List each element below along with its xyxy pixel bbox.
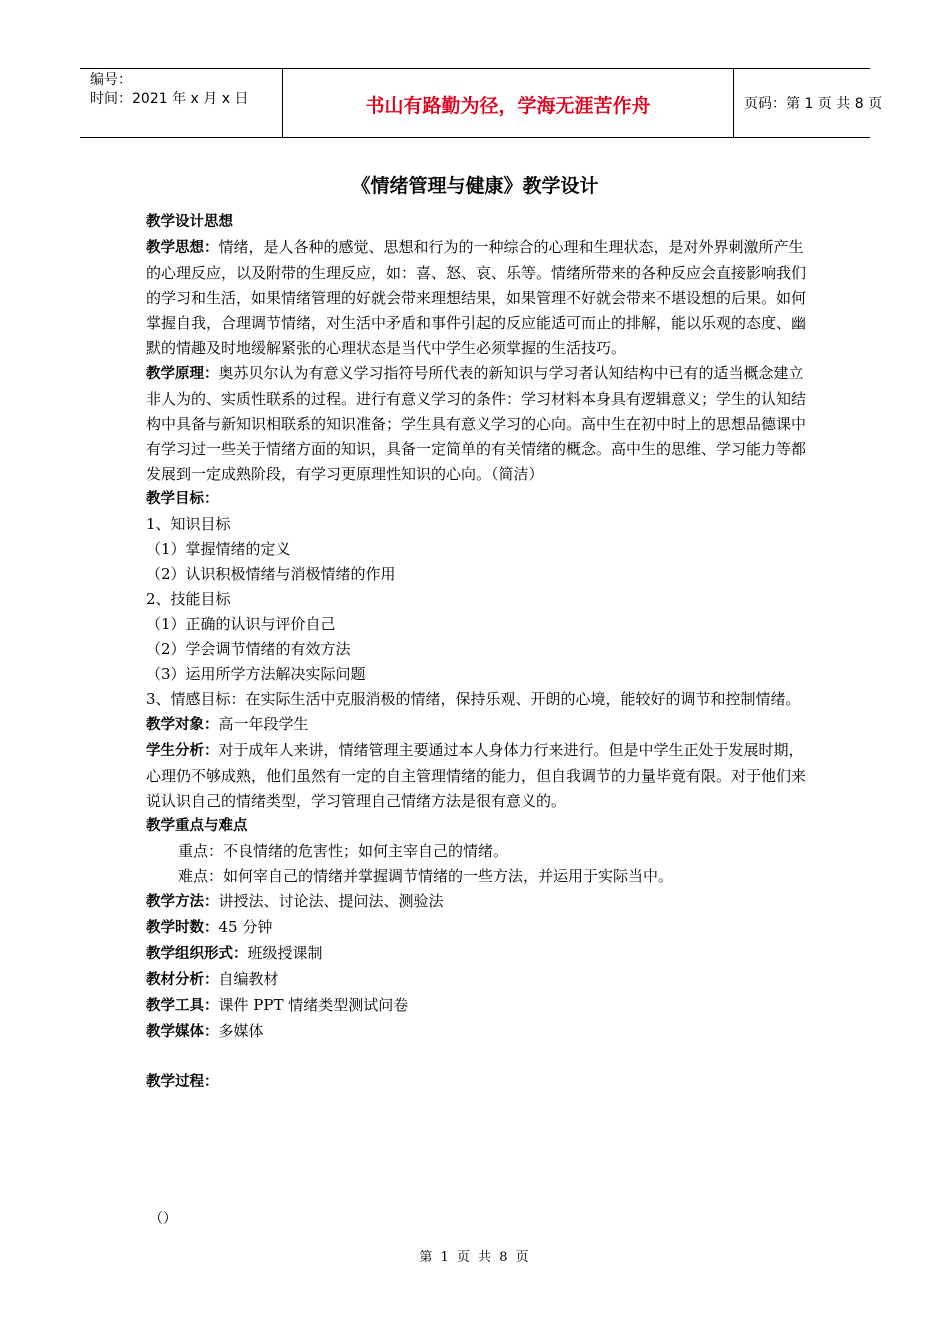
page-label: 页码：第 1 页 共 8 页	[744, 96, 883, 112]
hours-paragraph	[146, 915, 808, 941]
document-body	[146, 210, 808, 1095]
design-thought-heading: 教学设计思想	[146, 214, 233, 230]
goal-item: （2）学会调节情绪的有效方法	[146, 640, 351, 658]
hours-label: 教学时数：	[146, 920, 219, 936]
analysis-paragraph	[146, 738, 808, 814]
object-text: 高一年段学生	[218, 715, 309, 733]
philosophy-label: 教学思想：	[146, 240, 219, 256]
tools-label: 教学工具：	[146, 998, 219, 1014]
method-paragraph	[146, 889, 808, 915]
keypoints-heading: 教学重点与难点	[146, 818, 248, 834]
hours-text: 45 分钟	[218, 918, 273, 936]
goal-item: 1、知识目标	[146, 515, 231, 533]
goal-item: （1）正确的认识与评价自己	[146, 615, 336, 633]
org-text: 班级授课制	[247, 944, 323, 962]
material-paragraph	[146, 967, 808, 993]
method-label: 教学方法：	[146, 894, 219, 910]
difficult-point: 难点：如何宰自己的情绪并掌握调节情绪的一些方法，并运用于实际当中。	[178, 867, 674, 885]
goal-item: （3）运用所学方法解决实际问题	[146, 665, 366, 683]
goals-heading: 教学目标：	[146, 491, 219, 507]
goal-item: 3、情感目标：在实际生活中克服消极的情绪，保持乐观、开朗的心境，能较好的调节和控制情绪。	[146, 690, 801, 708]
method-text: 讲授法、讨论法、提问法、测验法	[218, 892, 444, 910]
tools-text: 课件 PPT 情绪类型测试问卷	[218, 996, 409, 1014]
bracket-note: （）	[149, 1211, 177, 1227]
process-heading: 教学过程：	[146, 1074, 219, 1090]
document-title: 《情绪管理与健康》教学设计	[351, 175, 599, 197]
tools-paragraph	[146, 993, 808, 1019]
page-footer: 第 1 页 共 8 页	[419, 1250, 531, 1265]
media-label: 教学媒体：	[146, 1024, 219, 1040]
principle-label: 教学原理：	[146, 366, 219, 382]
analysis-text: 对于成年人来讲，情绪管理主要通过本人身体力行来进行。但是中学生正处于发展时期，心理仍不够成熟，他们虽然有一定的自主管理情绪的能力，但自我调节的力量毕竟有限。对于他们来说认识自己的情绪类型，学习管理自己情绪方法是很有意义的。	[146, 741, 807, 810]
goal-item: （1）掌握情绪的定义	[146, 540, 291, 558]
motto: 书山有路勤为径，学海无涯苦作舟	[365, 95, 651, 117]
goal-item: （2）认识积极情绪与消极情绪的作用	[146, 565, 396, 583]
principle-text: 奥苏贝尔认为有意义学习指符号所代表的新知识与学习者认知结构中已有的适当概念建立非人为的、实质性联系的过程。进行有意义学习的条件：学习材料本身具有逻辑意义；学生的认知结构中具备与新知识相联系的知识准备；学生具有意义学习的心向。高中生在初中时上的思想品德课中有学习过一些关于情绪方面的知识，具备一定简单的有关情绪的概念。高中生的思维、学习能力等都发展到一定成熟阶段，有学习更原理性知识的心向。（简洁）	[146, 364, 807, 483]
media-paragraph	[146, 1019, 808, 1045]
material-text: 自编教材	[218, 970, 279, 988]
org-paragraph	[146, 941, 808, 967]
object-paragraph	[146, 712, 808, 738]
philosophy-paragraph	[146, 235, 808, 361]
key-point: 重点：不良情绪的危害性；如何主宰自己的情绪。	[178, 842, 509, 860]
date-label: 时间：2021 年 x 月 x 日	[90, 91, 249, 107]
document-header	[80, 68, 883, 138]
header-meta	[90, 71, 280, 109]
org-label: 教学组织形式：	[146, 946, 248, 962]
media-text: 多媒体	[218, 1022, 264, 1040]
header-motto-cell	[282, 69, 734, 137]
object-label: 教学对象：	[146, 717, 219, 733]
material-label: 教材分析：	[146, 972, 219, 988]
philosophy-text: 情绪，是人各种的感觉、思想和行为的一种综合的心理和生理状态，是对外界刺激所产生的心理反应，以及附带的生理反应，如：喜、怒、哀、乐等。情绪所带来的各种反应会直接影响我们的学习和生活，如果情绪管理的好就会带来理想结果，如果管理不好就会带来不堪设想的后果。如何掌握自我，合理调节情绪，对生活中矛盾和事件引起的反应能适可而止的排解，能以乐观的态度、幽默的情趣及时地缓解紧张的心理状态是当代中学生必须掌握的生活技巧。	[146, 238, 807, 357]
spacer	[146, 1045, 808, 1070]
analysis-label: 学生分析：	[146, 743, 219, 759]
number-label: 编号：	[90, 72, 132, 88]
goal-item: 2、技能目标	[146, 590, 231, 608]
principle-paragraph	[146, 361, 808, 487]
